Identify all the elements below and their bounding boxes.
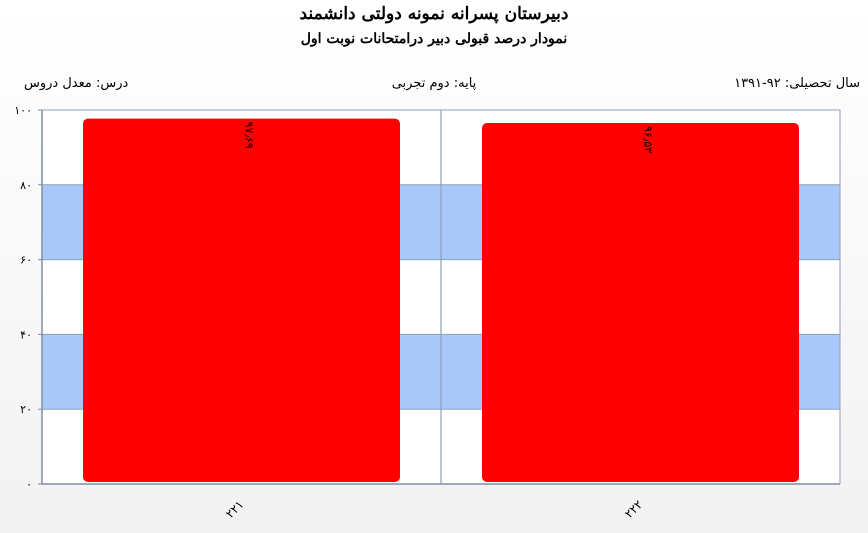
- course-label: درس: معدل دروس: [24, 76, 129, 91]
- bar: [482, 123, 799, 482]
- school-year-label: سال تحصیلی: ۹۲-۱۳۹۱: [734, 76, 860, 91]
- x-axis-ticks: [223, 497, 646, 521]
- y-tick-label: ۴۰: [20, 328, 32, 342]
- bar: [83, 119, 400, 482]
- y-tick-label: ۱۰۰: [14, 104, 32, 117]
- data-label: ۹۶٫۵۳: [641, 125, 655, 154]
- chart-title: دبیرستان پسرانه نمونه دولتی دانشمند: [299, 4, 569, 24]
- x-tick-label: ۲۲۲: [621, 497, 646, 521]
- y-tick-label: ۶۰: [20, 253, 32, 267]
- x-tick-label: ۲۲۱: [222, 497, 247, 521]
- y-tick-label: ۰: [26, 478, 32, 491]
- data-label: ۹۷٫۶۹: [242, 121, 256, 149]
- chart-subtitle: نمودار درصد قبولی دبیر درامتحانات نوبت اول: [300, 31, 568, 47]
- y-tick-label: ۲۰: [20, 403, 32, 417]
- y-axis-ticks: [14, 104, 42, 491]
- grade-label: پایه: دوم تجربی: [391, 76, 477, 91]
- y-tick-label: ۸۰: [20, 178, 32, 192]
